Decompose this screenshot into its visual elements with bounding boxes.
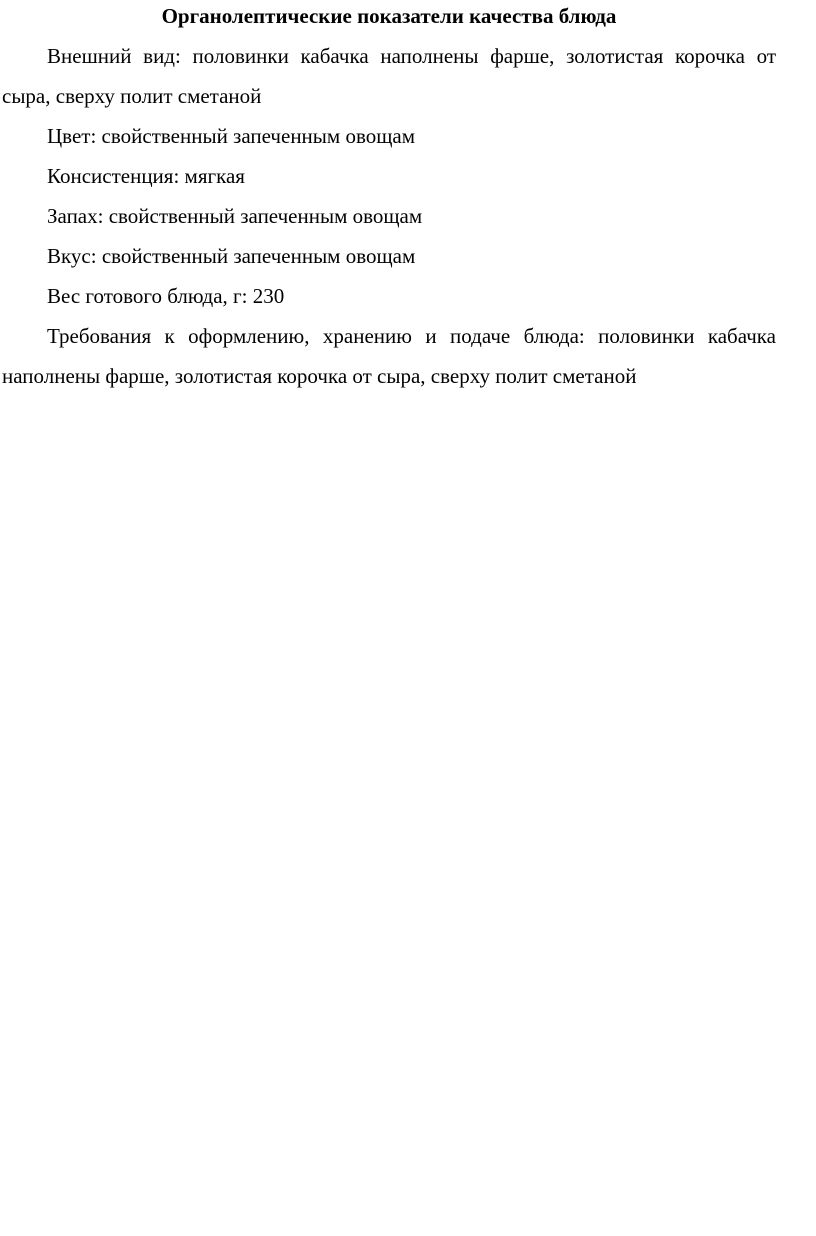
paragraph-serving-requirements: Требования к оформлению, хранению и подаче блюда: половинки кабачка наполнены фарше, золотистая корочка от сыра, сверху полит сметаной	[2, 324, 776, 388]
document-title: Органолептические показатели качества блюда	[161, 4, 617, 28]
paragraph-appearance: Внешний вид: половинки кабачка наполнены фарше, золотистая корочка от сыра, сверху полит сметаной	[2, 44, 776, 108]
paragraph-color: Цвет: свойственный запеченным овощам	[47, 124, 415, 148]
paragraph-smell: Запах: свойственный запеченным овощам	[47, 204, 423, 228]
paragraph-consistency: Консистенция: мягкая	[47, 164, 245, 188]
paragraph-taste: Вкус: свойственный запеченным овощам	[47, 244, 416, 268]
document-body	[2, 2, 776, 396]
paragraph-weight: Вес готового блюда, г: 230	[47, 284, 285, 308]
